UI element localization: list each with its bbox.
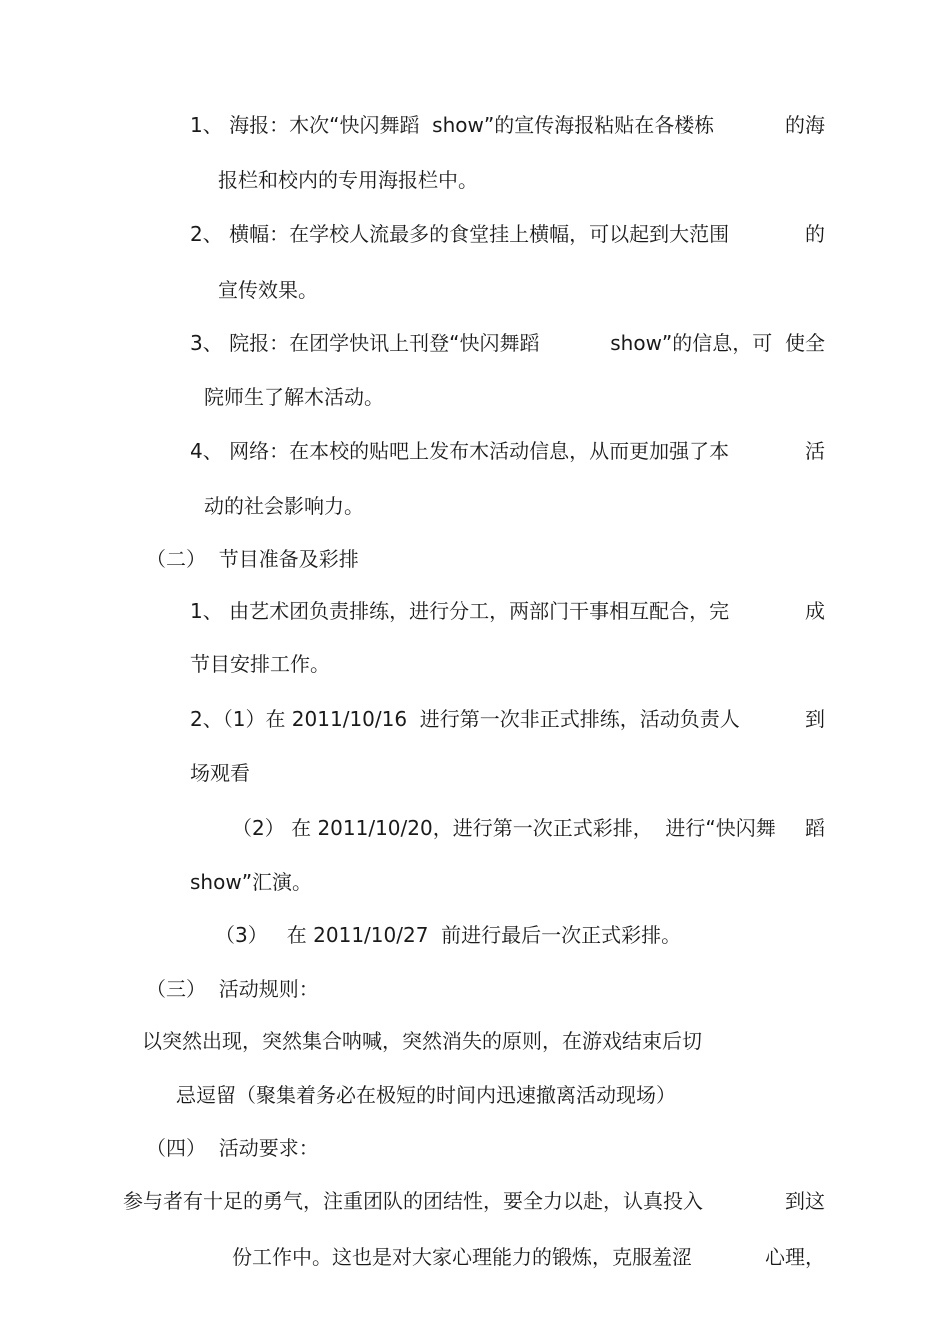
line-text: 2、（1）在 2011/10/16 进行第一次非正式排练，活动负责人 [190, 707, 740, 731]
text-line [190, 437, 825, 465]
text-line [190, 597, 825, 625]
line-text: 1、 海报：木次“快闪舞蹈 show”的宣传海报粘贴在各楼栋 [190, 113, 715, 137]
line-text-tail: 的海 [785, 113, 825, 137]
text-line [190, 111, 825, 139]
line-text: show”汇演。 [190, 870, 313, 894]
line-text: 宣传效果。 [218, 278, 318, 302]
line-text: 2、 横幅：在学校人流最多的食堂挂上横幅，可以起到大范围 [190, 222, 730, 246]
line-text: 场观看 [190, 761, 250, 785]
text-line [190, 705, 825, 733]
line-text-tail: show”的信息，可 使全 [610, 331, 825, 355]
line-text: 4、 网络：在本校的贴吧上发布木活动信息，从而更加强了本 [190, 439, 730, 463]
text-line [190, 759, 250, 787]
text-line [190, 650, 330, 678]
section-heading [146, 975, 319, 1003]
line-text: 1、 由艺术团负责排练，进行分工，两部门干事相互配合，完 [190, 599, 730, 623]
line-text: （3） 在 2011/10/27 前进行最后一次正式彩排。 [215, 923, 682, 947]
text-line [123, 1187, 825, 1215]
text-line [190, 220, 825, 248]
line-text-tail: 心理， [765, 1245, 825, 1269]
text-line [232, 1243, 825, 1271]
text-line [218, 276, 318, 304]
line-text: 3、 院报：在团学快讯上刊登“快闪舞蹈 [190, 331, 540, 355]
line-text: （四） 活动要求： [146, 1136, 319, 1160]
line-text-tail: 的 [805, 222, 825, 246]
section-heading [146, 1134, 319, 1162]
line-text: 报栏和校内的专用海报栏中。 [218, 168, 478, 192]
line-text: 参与者有十足的勇气，注重团队的团结性，要全力以赴，认真投入 [123, 1189, 703, 1213]
line-text-tail: 蹈 [805, 816, 825, 840]
text-line [204, 492, 364, 520]
line-text: 份工作中。这也是对大家心理能力的锻炼，克服羞涩 [232, 1245, 692, 1269]
line-text: （二） 节目准备及彩排 [146, 547, 359, 571]
line-text-tail: 成 [805, 599, 825, 623]
text-line [190, 868, 312, 896]
line-text-tail: 活 [805, 439, 825, 463]
line-text-tail: 到 [805, 707, 825, 731]
text-line [204, 383, 384, 411]
line-text: 动的社会影响力。 [204, 494, 364, 518]
line-text: 院师生了解木活动。 [204, 385, 384, 409]
section-heading [146, 545, 359, 573]
line-text: （三） 活动规则： [146, 977, 319, 1001]
text-line [190, 329, 825, 357]
line-text: （2） 在 2011/10/20，进行第一次正式彩排， 进行“快闪舞 [232, 816, 776, 840]
text-line [218, 166, 478, 194]
text-line [142, 1027, 702, 1055]
line-text-tail: 到这 [785, 1189, 825, 1213]
text-line [176, 1081, 676, 1109]
line-text: 忌逗留（聚集着务必在极短的时间内迅速撤离活动现场） [176, 1083, 676, 1107]
text-line [215, 921, 681, 949]
line-text: 以突然出现，突然集合呐喊，突然消失的原则，在游戏结束后切 [142, 1029, 702, 1053]
text-line [232, 814, 825, 842]
line-text: 节目安排工作。 [190, 652, 330, 676]
